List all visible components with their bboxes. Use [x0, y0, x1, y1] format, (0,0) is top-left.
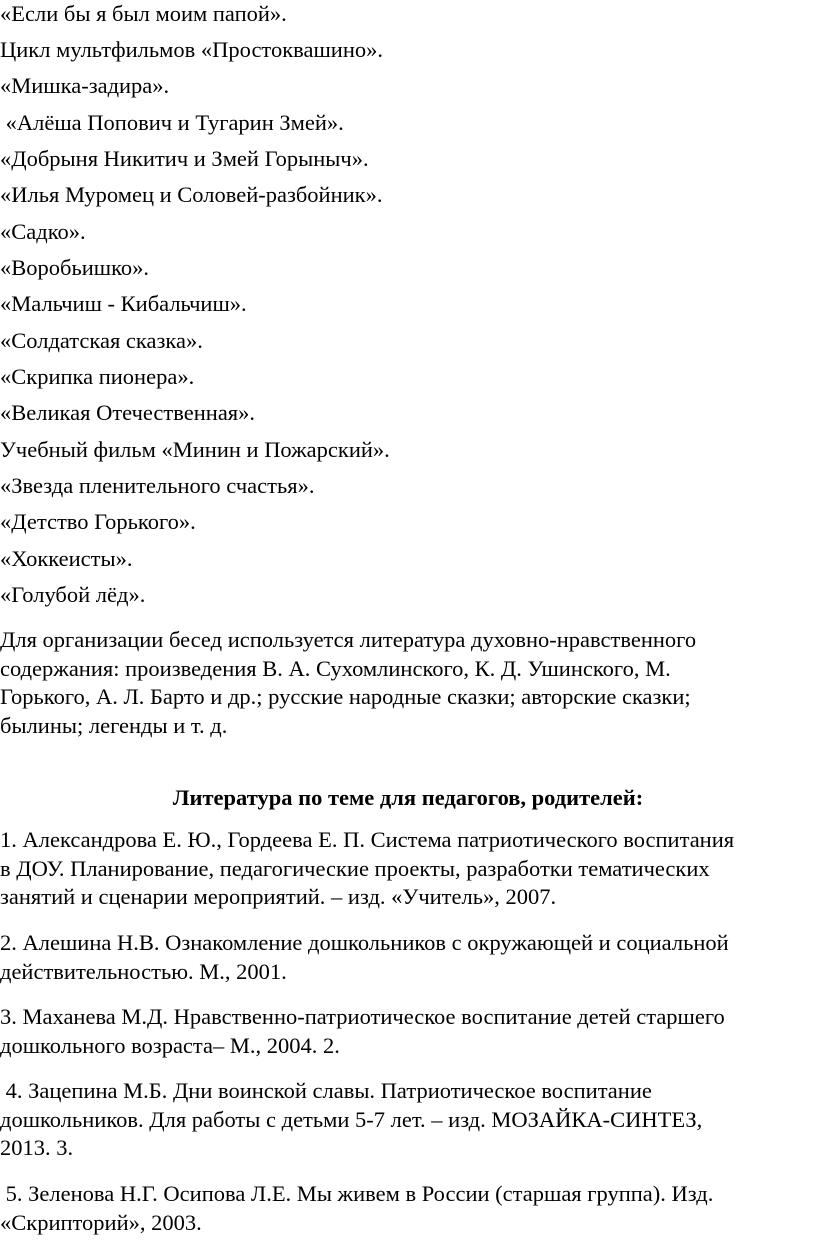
- literature-heading: Литература по теме для педагогов, родителей:: [172, 785, 644, 810]
- film-item: «Добрыня Никитич и Змей Горыныч».: [0, 146, 369, 171]
- reference-line: 1. Александрова Е. Ю., Гордеева Е. П. Система патриотического воспитания: [0, 827, 735, 852]
- reference-item: [0, 826, 800, 912]
- film-item: «Если бы я был моим папой».: [0, 1, 287, 26]
- film-item: «Алёша Попович и Тугарин Змей».: [0, 110, 344, 135]
- film-item: «Илья Муромец и Соловей-разбойник».: [0, 182, 383, 207]
- film-item: Цикл мультфильмов «Простоквашино».: [0, 37, 383, 62]
- reference-line: действительностью. М., 2001.: [0, 958, 287, 984]
- film-item: «Садко».: [0, 219, 86, 244]
- reference-line: дошкольного возраста– М., 2004. 2.: [0, 1032, 340, 1058]
- reference-line: 4. Зацепина М.Б. Дни воинской славы. Патриотическое воспитание: [0, 1078, 652, 1103]
- reference-line: занятий и сценарии мероприятий. – изд. «Учитель», 2007.: [0, 884, 557, 909]
- reference-line: 3. Маханева М.Д. Нравственно-патриотическое воспитание детей старшего: [0, 1004, 725, 1029]
- film-item: «Голубой лёд».: [0, 582, 146, 607]
- reference-line: 2013. 3.: [0, 1135, 74, 1160]
- film-item: Учебный фильм «Минин и Пожарский».: [0, 437, 390, 462]
- reference-line: в ДОУ. Планирование, педагогические проекты, разработки тематических: [0, 855, 710, 881]
- reference-item: [0, 929, 800, 986]
- reference-line: дошкольников. Для работы с детьми 5-7 лет. – изд. МОЗАЙКА-СИНТЕЗ,: [0, 1106, 703, 1132]
- film-item: «Скрипка пионера».: [0, 364, 195, 389]
- paragraph-line: былины; легенды и т. д.: [0, 712, 228, 738]
- film-item: «Мальчиш - Кибальчиш».: [0, 291, 247, 316]
- film-item: «Великая Отечественная».: [0, 400, 256, 425]
- reference-line: «Скрипторий», 2003.: [0, 1209, 202, 1235]
- reference-line: 2. Алешина Н.В. Ознакомление дошкольников с окружающей и социальной: [0, 930, 729, 955]
- film-item: «Мишка-задира».: [0, 73, 170, 98]
- film-item: «Звезда пленительного счастья».: [0, 473, 315, 498]
- paragraph-line: содержания: произведения В. А. Сухомлинского, К. Д. Ушинского, М.: [0, 655, 671, 681]
- film-item: «Солдатская сказка».: [0, 328, 203, 353]
- film-item: «Воробьишко».: [0, 255, 149, 280]
- film-item: «Хоккеисты».: [0, 546, 133, 571]
- reference-item: [0, 1180, 800, 1237]
- reference-item: [0, 1003, 800, 1060]
- paragraph-line: Горького, А. Л. Барто и др.; русские народные сказки; авторские сказки;: [0, 684, 691, 709]
- reference-line: 5. Зеленова Н.Г. Осипова Л.Е. Мы живем в России (старшая группа). Изд.: [0, 1181, 714, 1206]
- conversations-paragraph: [0, 626, 800, 740]
- reference-item: [0, 1077, 800, 1163]
- film-item: «Детство Горького».: [0, 509, 196, 534]
- paragraph-line: Для организации бесед используется литература духовно-нравственного: [0, 627, 697, 652]
